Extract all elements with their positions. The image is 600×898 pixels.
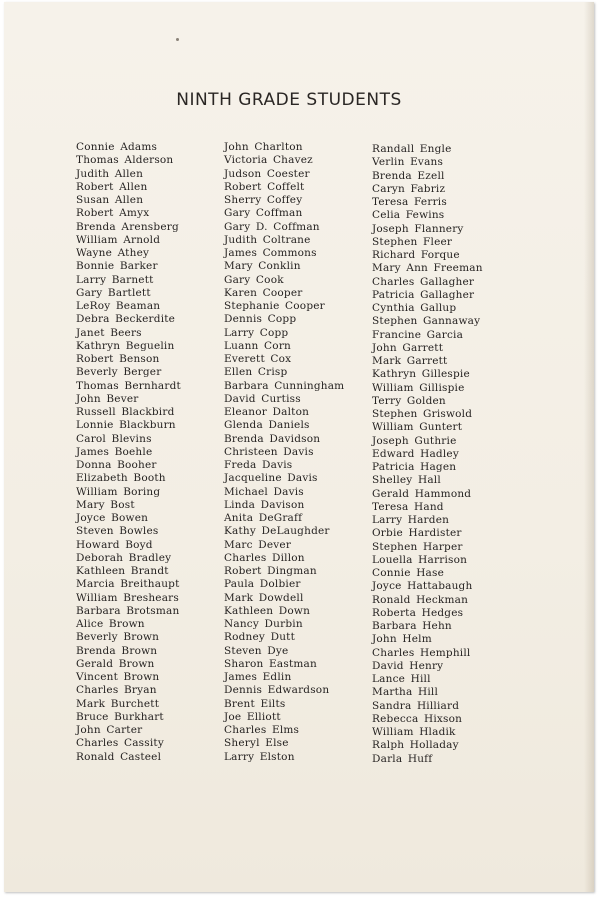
student-name: Rodney Dutt <box>224 631 296 644</box>
student-name: Judith Allen <box>76 167 144 180</box>
student-name: Susan Allen <box>76 194 144 206</box>
student-name: Robert Coffelt <box>224 180 305 193</box>
student-name: Brenda Ezell <box>372 169 445 182</box>
student-name: Linda Davison <box>224 498 305 511</box>
student-name: Joyce Bowen <box>76 512 149 524</box>
student-name: John Charlton <box>224 141 303 153</box>
student-name: Karen Cooper <box>224 286 303 299</box>
student-name: Louella Harrison <box>372 553 468 566</box>
paper-speck <box>176 38 179 41</box>
student-name: Carol Blevins <box>76 432 152 445</box>
student-name: Charles Bryan <box>76 684 157 697</box>
student-name: Brenda Brown <box>76 644 158 657</box>
student-column-3 <box>372 143 483 766</box>
student-name: Brenda Davidson <box>224 432 321 445</box>
student-name: Stephen Griswold <box>372 408 473 420</box>
student-name: Kathleen Down <box>224 604 311 617</box>
student-name: William Arnold <box>76 233 161 246</box>
student-name: Kathleen Brandt <box>76 565 169 577</box>
student-name: Bonnie Barker <box>76 260 158 273</box>
student-name: Luann Corn <box>224 339 291 352</box>
student-name: Nancy Durbin <box>224 618 303 630</box>
student-name: Gary Bartlett <box>76 286 151 299</box>
student-name: Debra Beckerdite <box>76 313 176 326</box>
student-name: Edward Hadley <box>372 447 459 460</box>
student-name: Marc Dever <box>224 538 292 551</box>
student-name: Teresa Ferris <box>372 196 447 208</box>
student-name: Connie Hase <box>372 567 445 579</box>
student-name: Ronald Heckman <box>372 593 469 606</box>
student-column-2 <box>224 141 344 764</box>
student-name: Martha Hill <box>372 686 439 699</box>
student-name: William Boring <box>76 485 161 498</box>
student-name: Gary Coffman <box>224 207 303 220</box>
student-name: John Bever <box>76 392 139 405</box>
student-name: Kathy DeLaughder <box>224 525 330 538</box>
student-name: William Guntert <box>372 421 463 434</box>
student-name: Freda Davis <box>224 459 293 471</box>
student-name: Victoria Chavez <box>224 154 313 167</box>
student-name: Larry Barnett <box>76 273 154 286</box>
student-name: Mary Bost <box>76 498 135 511</box>
student-name: Vincent Brown <box>76 671 160 683</box>
student-name: Stephanie Cooper <box>224 300 325 312</box>
yearbook-page <box>4 2 594 892</box>
student-name: Thomas Bernhardt <box>76 379 181 392</box>
student-name: Charles Cassity <box>76 737 164 750</box>
student-name: Dennis Edwardson <box>224 684 330 697</box>
student-name: Mary Conklin <box>224 260 301 273</box>
student-name: Mark Burchett <box>76 697 160 710</box>
student-name: Joseph Guthrie <box>372 434 457 447</box>
student-name: David Curtiss <box>224 392 301 405</box>
student-name: Barbara Cunningham <box>224 379 345 392</box>
student-name: Steven Dye <box>224 644 289 657</box>
student-name: Dennis Copp <box>224 313 297 326</box>
student-name: Paula Dolbier <box>224 578 301 591</box>
student-name: Robert Benson <box>76 353 160 365</box>
student-name: Connie Adams <box>76 141 158 153</box>
student-name: Bruce Burkhart <box>76 710 164 723</box>
student-name: William Hladik <box>372 726 456 738</box>
student-name: Beverly Berger <box>76 366 162 379</box>
student-name: Terry Golden <box>372 394 446 407</box>
student-name: Rebecca Hixson <box>372 712 463 725</box>
student-name: Alice Brown <box>76 618 145 630</box>
student-name: Judson Coester <box>224 167 310 180</box>
page-title: NINTH GRADE STUDENTS <box>176 90 402 110</box>
student-name: Robert Amyx <box>76 207 150 220</box>
student-name: Stephen Gannaway <box>372 315 481 328</box>
student-name: LeRoy Beaman <box>76 300 161 312</box>
student-name: Cynthia Gallup <box>372 302 457 314</box>
student-name: Gary Cook <box>224 273 284 286</box>
student-name: Mary Ann Freeman <box>372 262 483 275</box>
student-name: Patricia Gallagher <box>372 288 475 301</box>
student-name: Joseph Flannery <box>372 222 464 235</box>
student-name: Beverly Brown <box>76 631 160 644</box>
student-name: Ronald Casteel <box>76 750 162 763</box>
student-name: Donna Booher <box>76 459 157 471</box>
student-name: Charles Dillon <box>224 551 305 564</box>
student-name: Kathryn Beguelin <box>76 339 175 352</box>
student-name: Brent Eilts <box>224 697 286 710</box>
student-name: Robert Dingman <box>224 565 317 577</box>
student-name: Robert Allen <box>76 180 148 193</box>
student-name: Sandra Hilliard <box>372 699 460 712</box>
student-name: Patricia Hagen <box>372 461 457 473</box>
student-name: Francine Garcia <box>372 328 464 341</box>
student-name: Sheryl Else <box>224 737 289 750</box>
student-name: Joe Elliott <box>224 710 281 723</box>
student-name: Mark Dowdell <box>224 591 304 604</box>
student-name: Charles Elms <box>224 724 300 736</box>
student-name: Michael Davis <box>224 485 304 498</box>
student-name: Larry Copp <box>224 326 289 339</box>
student-name: Barbara Brotsman <box>76 604 180 617</box>
student-name: Charles Gallagher <box>372 275 475 288</box>
student-name: Larry Elston <box>224 750 295 763</box>
student-name: Ralph Holladay <box>372 739 459 752</box>
student-name: Marcia Breithaupt <box>76 578 180 591</box>
student-name: Lance Hill <box>372 673 431 685</box>
student-name: Thomas Alderson <box>76 154 174 167</box>
student-name: Stephen Harper <box>372 540 463 553</box>
student-name: Eleanor Dalton <box>224 406 310 418</box>
student-column-1 <box>76 141 181 764</box>
student-name: David Henry <box>372 659 444 672</box>
student-name: Celia Fewins <box>372 209 445 222</box>
student-name: Randall Engle <box>372 143 452 155</box>
student-name: Gerald Hammond <box>372 487 472 500</box>
student-name: Russell Blackbird <box>76 406 175 418</box>
student-name: Verlin Evans <box>372 156 444 169</box>
student-name: Ellen Crisp <box>224 366 288 379</box>
student-name: Orbie Hardister <box>372 527 462 540</box>
student-name: Christeen Davis <box>224 445 314 458</box>
student-name: Deborah Bradley <box>76 551 172 564</box>
student-name: John Carter <box>76 724 143 736</box>
student-name: Kathryn Gillespie <box>372 368 470 381</box>
student-name: William Breshears <box>76 591 179 604</box>
student-name: Steven Bowles <box>76 525 159 538</box>
student-name: Wayne Athey <box>76 247 150 259</box>
student-name: Shelley Hall <box>372 474 441 487</box>
student-name: James Boehle <box>76 445 153 458</box>
student-name: Barbara Hehn <box>372 620 452 632</box>
student-name: Howard Boyd <box>76 538 153 551</box>
student-name: Larry Harden <box>372 514 450 526</box>
student-name: Stephen Fleer <box>372 235 453 248</box>
student-name: Anita DeGraff <box>224 512 303 524</box>
student-name: Darla Huff <box>372 752 433 765</box>
student-name: James Commons <box>224 247 317 259</box>
student-name: Charles Hemphill <box>372 646 471 659</box>
student-name: Mark Garrett <box>372 355 448 367</box>
student-name: Gerald Brown <box>76 657 155 670</box>
student-name: Sharon Eastman <box>224 657 317 670</box>
student-name: John Garrett <box>372 341 444 354</box>
student-name: Jacqueline Davis <box>224 472 318 485</box>
student-name: Everett Cox <box>224 353 292 365</box>
student-name: Janet Beers <box>76 326 142 339</box>
student-name: Joyce Hattabaugh <box>372 580 473 593</box>
student-name: Caryn Fabriz <box>372 182 446 195</box>
student-name: Sherry Coffey <box>224 194 303 206</box>
student-name: Teresa Hand <box>372 500 444 513</box>
student-name: Richard Forque <box>372 249 460 261</box>
student-name: William Gillispie <box>372 381 465 394</box>
student-name: Glenda Daniels <box>224 419 310 432</box>
student-name: John Helm <box>372 633 432 646</box>
student-name: Elizabeth Booth <box>76 472 166 485</box>
student-name: Brenda Arensberg <box>76 220 179 233</box>
student-name: Judith Coltrane <box>224 233 311 246</box>
student-name: Gary D. Coffman <box>224 220 320 233</box>
student-name: James Edlin <box>224 671 292 683</box>
student-name: Lonnie Blackburn <box>76 419 176 432</box>
student-name: Roberta Hedges <box>372 606 464 619</box>
